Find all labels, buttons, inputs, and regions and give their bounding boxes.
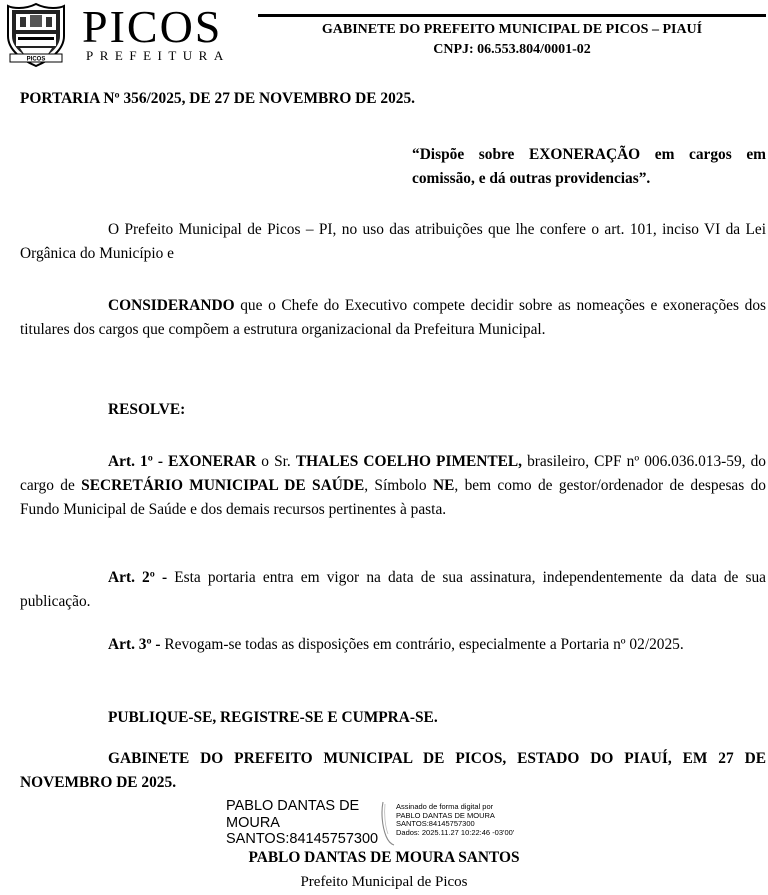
- article-2: [20, 566, 766, 614]
- preamble-text: O Prefeito Municipal de Picos – PI, no uso das atribuições que lhe confere o art. 101, inciso VI da Lei Orgânica do Município e: [20, 221, 766, 262]
- art1-text-4: , bem como de gestor/ordenador de despesas do Fundo Municipal de Saúde e dos demais recursos pertinentes à pasta.: [20, 477, 767, 518]
- gabinete-closing-text: GABINETE DO PREFEITO MUNICIPAL DE PICOS, ESTADO DO PIAUÍ, EM 27 DE NOVEMBRO DE 2025.: [20, 750, 766, 791]
- art1-name: THALES COELHO PIMENTEL,: [295, 453, 522, 470]
- gabinete-closing: [20, 747, 766, 795]
- municipal-crest-logo: [4, 2, 68, 68]
- brand-name: PICOS: [82, 1, 223, 52]
- considerando-paragraph: [20, 294, 766, 342]
- brand-wordmark: [82, 1, 230, 64]
- digital-signature-metadata: [396, 803, 514, 837]
- document-ementa: “Dispõe sobre EXONERAÇÃO em cargos em comissão, e dá outras providencias”.: [412, 146, 766, 187]
- signer-role: Prefeito Municipal de Picos: [300, 874, 468, 890]
- art2-label: Art. 2º -: [108, 569, 168, 586]
- art1-text-2: brasileiro, CPF nº 006.036.013-59, do cargo de: [20, 453, 767, 494]
- header-office: GABINETE DO PREFEITO MUNICIPAL DE PICOS – PIAUÍ: [321, 22, 703, 37]
- brand-subtitle: PREFEITURA: [86, 48, 230, 63]
- art2-text: Esta portaria entra em vigor na data de sua assinatura, independentemente da data de sua publicação.: [20, 569, 766, 610]
- header-rule: [258, 14, 766, 17]
- considerando-lead: CONSIDERANDO: [108, 297, 235, 314]
- signature-meta-line-2: PABLO DANTAS DE MOURA: [396, 810, 495, 820]
- art1-text-1: o Sr.: [256, 453, 296, 470]
- art1-text-3: , Símbolo: [364, 477, 433, 494]
- signature-meta-line-3: SANTOS:84145757300: [396, 819, 475, 829]
- publique-line: PUBLIQUE-SE, REGISTRE-SE E CUMPRA-SE.: [108, 709, 438, 726]
- art3-label: Art. 3º -: [108, 636, 161, 653]
- article-3: [20, 633, 766, 657]
- signature-meta-line-1: Assinado de forma digital por: [396, 802, 494, 811]
- signature-name-line-3: SANTOS:84145757300: [226, 831, 379, 847]
- signature-name-line-1: PABLO DANTAS DE: [226, 798, 360, 814]
- crest-text: PICOS: [26, 56, 46, 63]
- art1-simbolo: NE: [432, 477, 455, 494]
- signature-meta-line-4: Dados: 2025.11.27 10:22:46 -03'00': [396, 827, 515, 837]
- art3-text: Revogam-se todas as disposições em contrário, especialmente a Portaria nº 02/2025.: [160, 636, 684, 653]
- signature-name-line-2: MOURA: [226, 814, 280, 831]
- digital-signature-name: [226, 798, 378, 848]
- signature-stroke-icon: [380, 800, 396, 846]
- resolve-heading: RESOLVE:: [108, 401, 186, 418]
- header-cnpj: CNPJ: 06.553.804/0001-02: [433, 42, 591, 57]
- considerando-text: que o Chefe do Executivo compete decidir sobre as nomeações e exonerações dos titulares dos cargos que compõem a estrutura organizacional da Prefeitura Municipal.: [20, 297, 766, 338]
- document-title: PORTARIA Nº 356/2025, DE 27 DE NOVEMBRO DE 2025.: [20, 90, 416, 107]
- signer-name: PABLO DANTAS DE MOURA SANTOS: [248, 849, 520, 866]
- preamble-paragraph: [20, 218, 766, 266]
- art1-cargo: SECRETÁRIO MUNICIPAL DE SAÚDE: [81, 477, 365, 494]
- article-1: [20, 450, 766, 522]
- art1-label: Art. 1º - EXONERAR: [108, 453, 257, 470]
